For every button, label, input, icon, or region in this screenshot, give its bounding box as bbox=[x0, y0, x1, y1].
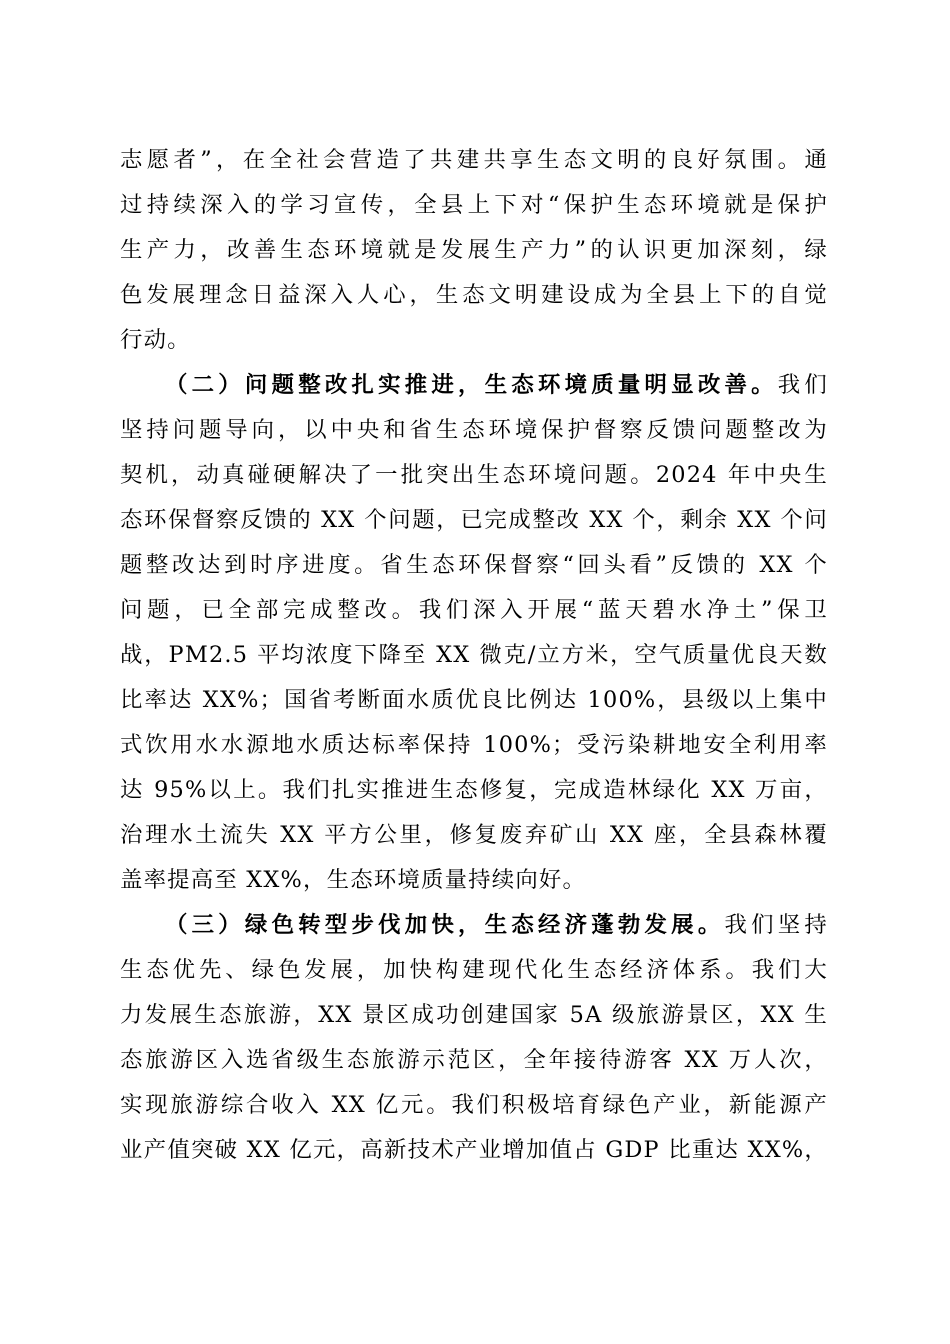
text-line: 实现旅游综合收入 XX 亿元。我们积极培育绿色产业，新能源产 bbox=[120, 1092, 828, 1118]
text-line: 态旅游区入选省级生态旅游示范区，全年接待游客 XX 万人次， bbox=[120, 1047, 828, 1073]
text-line: 行动。 bbox=[120, 327, 191, 353]
paragraph-3 bbox=[120, 903, 828, 1173]
text-line: 生产力，改善生态环境就是发展生产力”的认识更加深刻，绿 bbox=[120, 237, 828, 263]
text-line: 问题，已全部完成整改。我们深入开展“蓝天碧水净土”保卫 bbox=[120, 597, 828, 623]
paragraph-first-line bbox=[120, 363, 828, 408]
text-line: 达 95%以上。我们扎实推进生态修复，完成造林绿化 XX 万亩， bbox=[120, 777, 828, 803]
text-line: 契机，动真碰硬解决了一批突出生态环境问题。2024 年中央生 bbox=[120, 462, 828, 488]
text-line: 志愿者”，在全社会营造了共建共享生态文明的良好氛围。通 bbox=[120, 147, 828, 173]
paragraph-1 bbox=[120, 138, 828, 363]
text-line: 坚持问题导向，以中央和省生态环境保护督察反馈问题整改为 bbox=[120, 417, 828, 443]
text-line: 态环保督察反馈的 XX 个问题，已完成整改 XX 个，剩余 XX 个问 bbox=[120, 507, 828, 533]
section-heading-3: （三）绿色转型步伐加快，生态经济蓬勃发展。 bbox=[165, 912, 725, 938]
heading-tail-text: 我们 bbox=[777, 372, 828, 398]
paragraph-2 bbox=[120, 363, 828, 903]
text-line: 盖率提高至 XX%，生态环境质量持续向好。 bbox=[120, 867, 587, 893]
text-line: 比率达 XX%；国省考断面水质优良比例达 100%，县级以上集中 bbox=[120, 687, 828, 713]
text-line: 力发展生态旅游，XX 景区成功创建国家 5A 级旅游景区，XX 生 bbox=[120, 1002, 828, 1028]
text-line: 题整改达到时序进度。省生态环保督察“回头看”反馈的 XX 个 bbox=[120, 552, 828, 578]
text-line: 过持续深入的学习宣传，全县上下对“保护生态环境就是保护 bbox=[120, 192, 828, 218]
heading-tail-text: 我们坚持 bbox=[724, 912, 828, 938]
document-page bbox=[120, 138, 828, 1173]
section-heading-2: （二）问题整改扎实推进，生态环境质量明显改善。 bbox=[165, 372, 778, 398]
text-line: 战，PM2.5 平均浓度下降至 XX 微克/立方米，空气质量优良天数 bbox=[120, 642, 828, 668]
text-line: 业产值突破 XX 亿元，高新技术产业增加值占 GDP 比重达 XX%， bbox=[120, 1137, 828, 1163]
text-line: 治理水土流失 XX 平方公里，修复废弃矿山 XX 座，全县森林覆 bbox=[120, 822, 828, 848]
text-line: 色发展理念日益深入人心，生态文明建设成为全县上下的自觉 bbox=[120, 282, 828, 308]
paragraph-first-line bbox=[120, 903, 828, 948]
text-line: 生态优先、绿色发展，加快构建现代化生态经济体系。我们大 bbox=[120, 957, 828, 983]
text-line: 式饮用水水源地水质达标率保持 100%；受污染耕地安全利用率 bbox=[120, 732, 828, 758]
